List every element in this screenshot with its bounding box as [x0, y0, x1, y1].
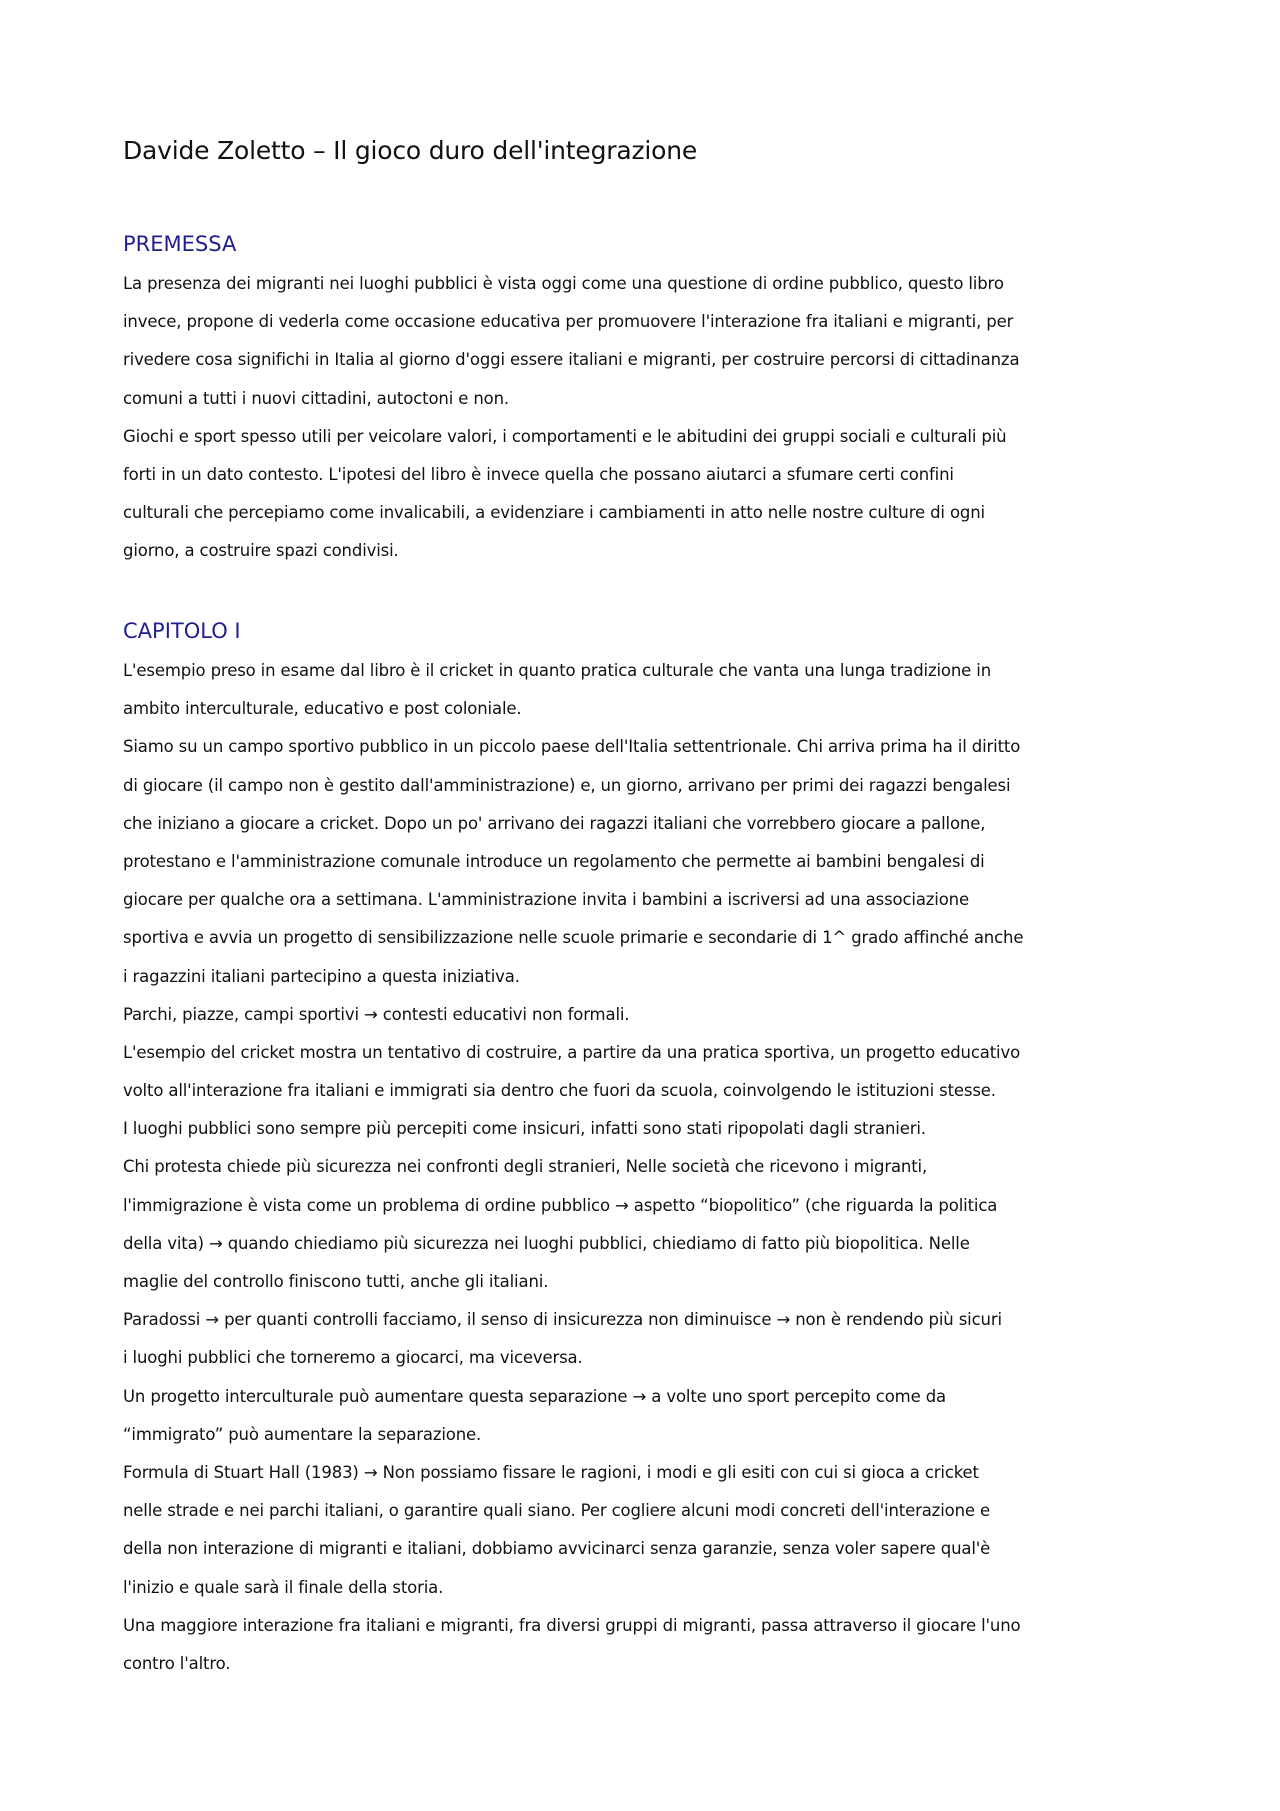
paragraph-line: di giocare (il campo non è gestito dall'amministrazione) e, un giorno, arrivano per primi dei ragazzi bengalesi [123, 775, 1011, 795]
paragraph-line: che iniziano a giocare a cricket. Dopo un po' arrivano dei ragazzi italiani che vorrebbero giocare a pallone, [123, 813, 986, 833]
paragraph-line: l'immigrazione è vista come un problema di ordine pubblico → aspetto “biopolitico” (che riguarda la politica [123, 1195, 998, 1215]
document-title: Davide Zoletto – Il gioco duro dell'integrazione [123, 136, 698, 165]
paragraph-line: Chi protesta chiede più sicurezza nei confronti degli stranieri, Nelle società che ricevono i migranti, [123, 1157, 928, 1177]
paragraph-line: L'esempio del cricket mostra un tentativo di costruire, a partire da una pratica sportiva, un progetto educativo [123, 1042, 1021, 1062]
paragraph-line: i luoghi pubblici che torneremo a giocarci, ma viceversa. [123, 1348, 583, 1368]
paragraph-line: Giochi e sport spesso utili per veicolare valori, i comportamenti e le abitudini dei gruppi sociali e culturali più [123, 426, 1007, 446]
paragraph-line: nelle strade e nei parchi italiani, o garantire quali siano. Per cogliere alcuni modi concreti dell'interazione e [123, 1501, 990, 1521]
paragraph-line: La presenza dei migranti nei luoghi pubblici è vista oggi come una questione di ordine pubblico, questo libro [123, 274, 1004, 293]
paragraph-line: Parchi, piazze, campi sportivi → contesti educativi non formali. [123, 1004, 630, 1024]
paragraph-line: forti in un dato contesto. L'ipotesi del libro è invece quella che possano aiutarci a sfumare certi confini [123, 464, 954, 484]
paragraph-line: Formula di Stuart Hall (1983) → Non possiamo fissare le ragioni, i modi e gli esiti con cui si gioca a cricket [123, 1462, 979, 1482]
paragraph-line: ambito interculturale, educativo e post coloniale. [123, 699, 522, 719]
paragraph-line: della non interazione di migranti e italiani, dobbiamo avvicinarci senza garanzie, senza voler sapere qual'è [123, 1539, 991, 1559]
paragraph-line: L'esempio preso in esame dal libro è il cricket in quanto pratica culturale che vanta una lunga tradizione in [123, 661, 992, 680]
paragraph-line: volto all'interazione fra italiani e immigrati sia dentro che fuori da scuola, coinvolgendo le istituzioni stesse. [123, 1081, 996, 1101]
paragraph-line: maglie del controllo finiscono tutti, anche gli italiani. [123, 1272, 549, 1291]
paragraph-line: I luoghi pubblici sono sempre più percepiti come insicuri, infatti sono stati ripopolati dagli stranieri. [123, 1119, 926, 1139]
paragraph-line: Siamo su un campo sportivo pubblico in un piccolo paese dell'Italia settentrionale. Chi arriva prima ha il diritto [123, 737, 1021, 757]
section-heading-premessa: PREMESSA [123, 232, 237, 256]
paragraph-line: culturali che percepiamo come invalicabili, a evidenziare i cambiamenti in atto nelle nostre culture di ogni [123, 503, 985, 523]
paragraph-line: comuni a tutti i nuovi cittadini, autoctoni e non. [123, 388, 509, 408]
section-heading-capitolo-i: CAPITOLO I [123, 619, 241, 643]
paragraph-line: invece, propone di vederla come occasione educativa per promuovere l'interazione fra italiani e migranti, per [123, 312, 1014, 332]
paragraph-line: Un progetto interculturale può aumentare questa separazione → a volte uno sport percepito come da [123, 1386, 946, 1406]
paragraph-line: protestano e l'amministrazione comunale introduce un regolamento che permette ai bambini bengalesi di [123, 851, 985, 871]
paragraph-line: Paradossi → per quanti controlli facciamo, il senso di insicurezza non diminuisce → non è rendendo più sicuri [123, 1310, 1002, 1330]
paragraph-line: giorno, a costruire spazi condivisi. [123, 541, 399, 561]
paragraph-line: sportiva e avvia un progetto di sensibilizzazione nelle scuole primarie e secondarie di 1^ grado affinché anche [123, 928, 1024, 948]
paragraph-line: della vita) → quando chiediamo più sicurezza nei luoghi pubblici, chiediamo di fatto più biopolitica. Nelle [123, 1233, 970, 1253]
paragraph-line: Una maggiore interazione fra italiani e migranti, fra diversi gruppi di migranti, passa attraverso il giocare l'uno [123, 1615, 1021, 1635]
paragraph-line: i ragazzini italiani partecipino a questa iniziativa. [123, 966, 520, 986]
paragraph-line: “immigrato” può aumentare la separazione. [123, 1424, 482, 1444]
paragraph-line: rivedere cosa significhi in Italia al giorno d'oggi essere italiani e migranti, per costruire percorsi di cittadinanza [123, 350, 1020, 370]
section-body-capitolo-i [123, 652, 1173, 1683]
paragraph-line: giocare per qualche ora a settimana. L'amministrazione invita i bambini a iscriversi ad una associazione [123, 890, 969, 910]
section-body-premessa [123, 265, 1173, 571]
paragraph-line: contro l'altro. [123, 1653, 231, 1673]
paragraph-line: l'inizio e quale sarà il finale della storia. [123, 1577, 444, 1597]
